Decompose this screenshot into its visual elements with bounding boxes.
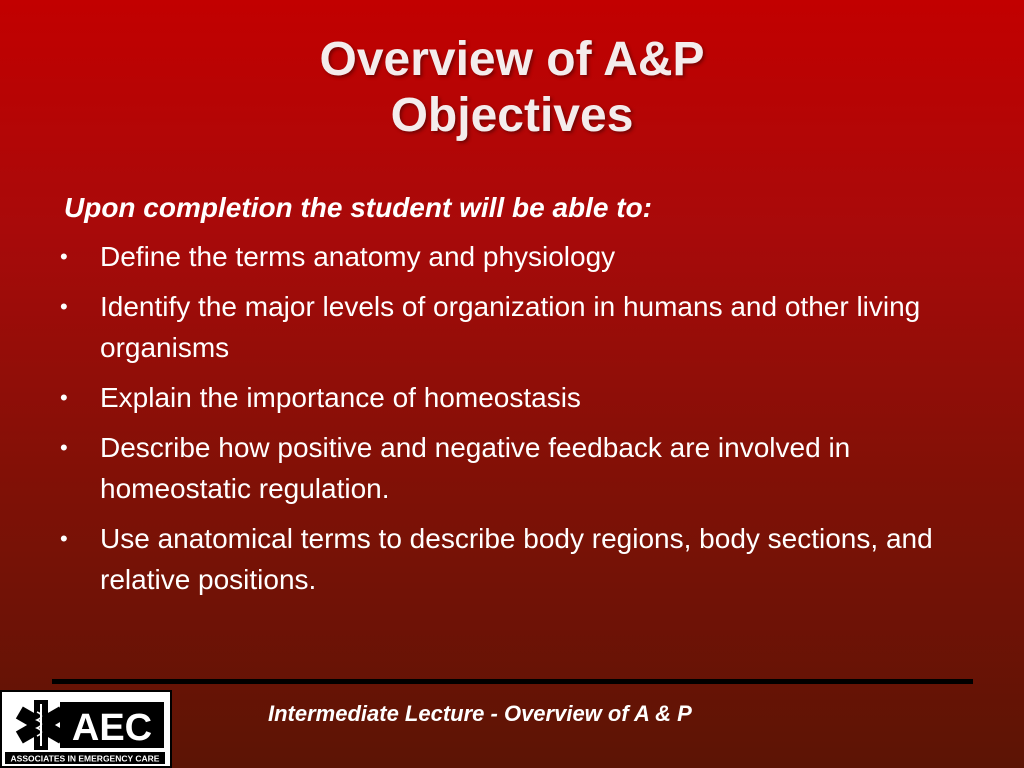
footer-lecture-title: Intermediate Lecture - Overview of A & P [268,701,692,726]
bullet-icon: • [60,385,68,410]
logo-name: ASSOCIATES IN EMERGENCY CARE [10,753,160,764]
objective-text: Identify the major levels of organization in humans and other living organisms [100,291,921,363]
bullet-icon: • [60,244,68,269]
aec-logo-graphic [2,692,170,766]
objective-text: Define the terms anatomy and physiology [100,241,616,272]
aec-logo [0,690,172,768]
footer-divider [52,679,973,684]
logo-abbrev: AEC [71,707,153,749]
objectives-list [56,236,936,609]
star-of-life-icon [16,700,66,750]
slide-title-line-2: Objectives [390,89,634,142]
objective-item [56,427,936,509]
objective-item [56,518,936,600]
slide-title-line-1: Overview of A&P [319,33,705,86]
objective-item [56,377,936,418]
bullet-icon: • [60,526,68,551]
objective-item [56,236,936,277]
bullet-icon: • [60,435,68,460]
objective-item [56,286,936,368]
slide-title [0,32,1024,144]
objective-text: Use anatomical terms to describe body regions, body sections, and relative positions. [100,523,933,595]
bullet-icon: • [60,294,68,319]
objectives-intro: Upon completion the student will be able to: [64,192,652,223]
objective-text: Explain the importance of homeostasis [100,382,581,413]
objective-text: Describe how positive and negative feedback are involved in homeostatic regulation. [100,432,851,504]
